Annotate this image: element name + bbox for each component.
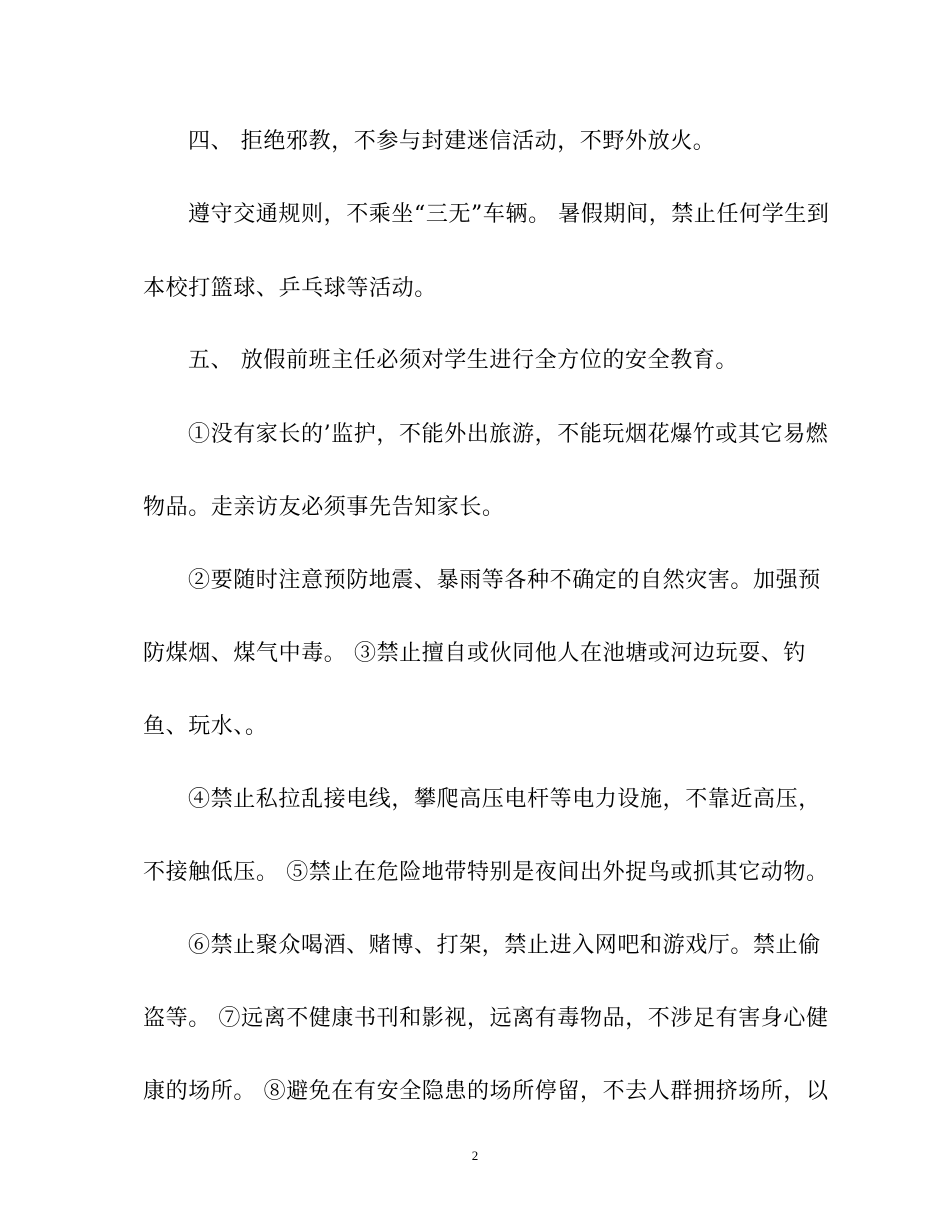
text-line: 四、 拒绝邪教，不参与封建迷信活动，不野外放火。	[188, 129, 716, 154]
text-line: ⑥禁止聚众喝酒、赌博、打架，禁止进入网吧和游戏厅。禁止偷	[188, 933, 821, 958]
text-line: 鱼、玩水、。	[143, 714, 268, 739]
text-line: ②要随时注意预防地震、暴雨等各种不确定的自然灾害。加强预	[188, 568, 821, 593]
text-line: 不接触低压。 ⑤禁止在危险地带特别是夜间出外捉鸟或抓其它动物。	[143, 860, 829, 885]
text-line: ④禁止私拉乱接电线，攀爬高压电杆等电力设施，不靠近高压，	[188, 787, 821, 812]
text-line: 康的场所。 ⑧避免在有安全隐患的场所停留，不去人群拥挤场所，以	[143, 1079, 829, 1104]
page-number: 2	[471, 1148, 479, 1163]
text-line: 防煤烟、煤气中毒。 ③禁止擅自或伙同他人在池塘或河边玩耍、钓	[143, 641, 806, 666]
text-line: 遵守交通规则，不乘坐“三无”车辆。 暑假期间，禁止任何学生到	[188, 202, 830, 227]
text-line: 物品。走亲访友必须事先告知家长。	[143, 495, 505, 520]
text-line: 本校打篮球、乒乓球等活动。	[143, 276, 437, 301]
text-line: 盗等。 ⑦远离不健康书刊和影视，远离有毒物品，不涉足有害身心健	[143, 1006, 829, 1031]
text-line: 五、 放假前班主任必须对学生进行全方位的安全教育。	[188, 348, 738, 373]
text-line: ①没有家长的’监护，不能外出旅游，不能玩烟花爆竹或其它易燃	[188, 422, 829, 447]
